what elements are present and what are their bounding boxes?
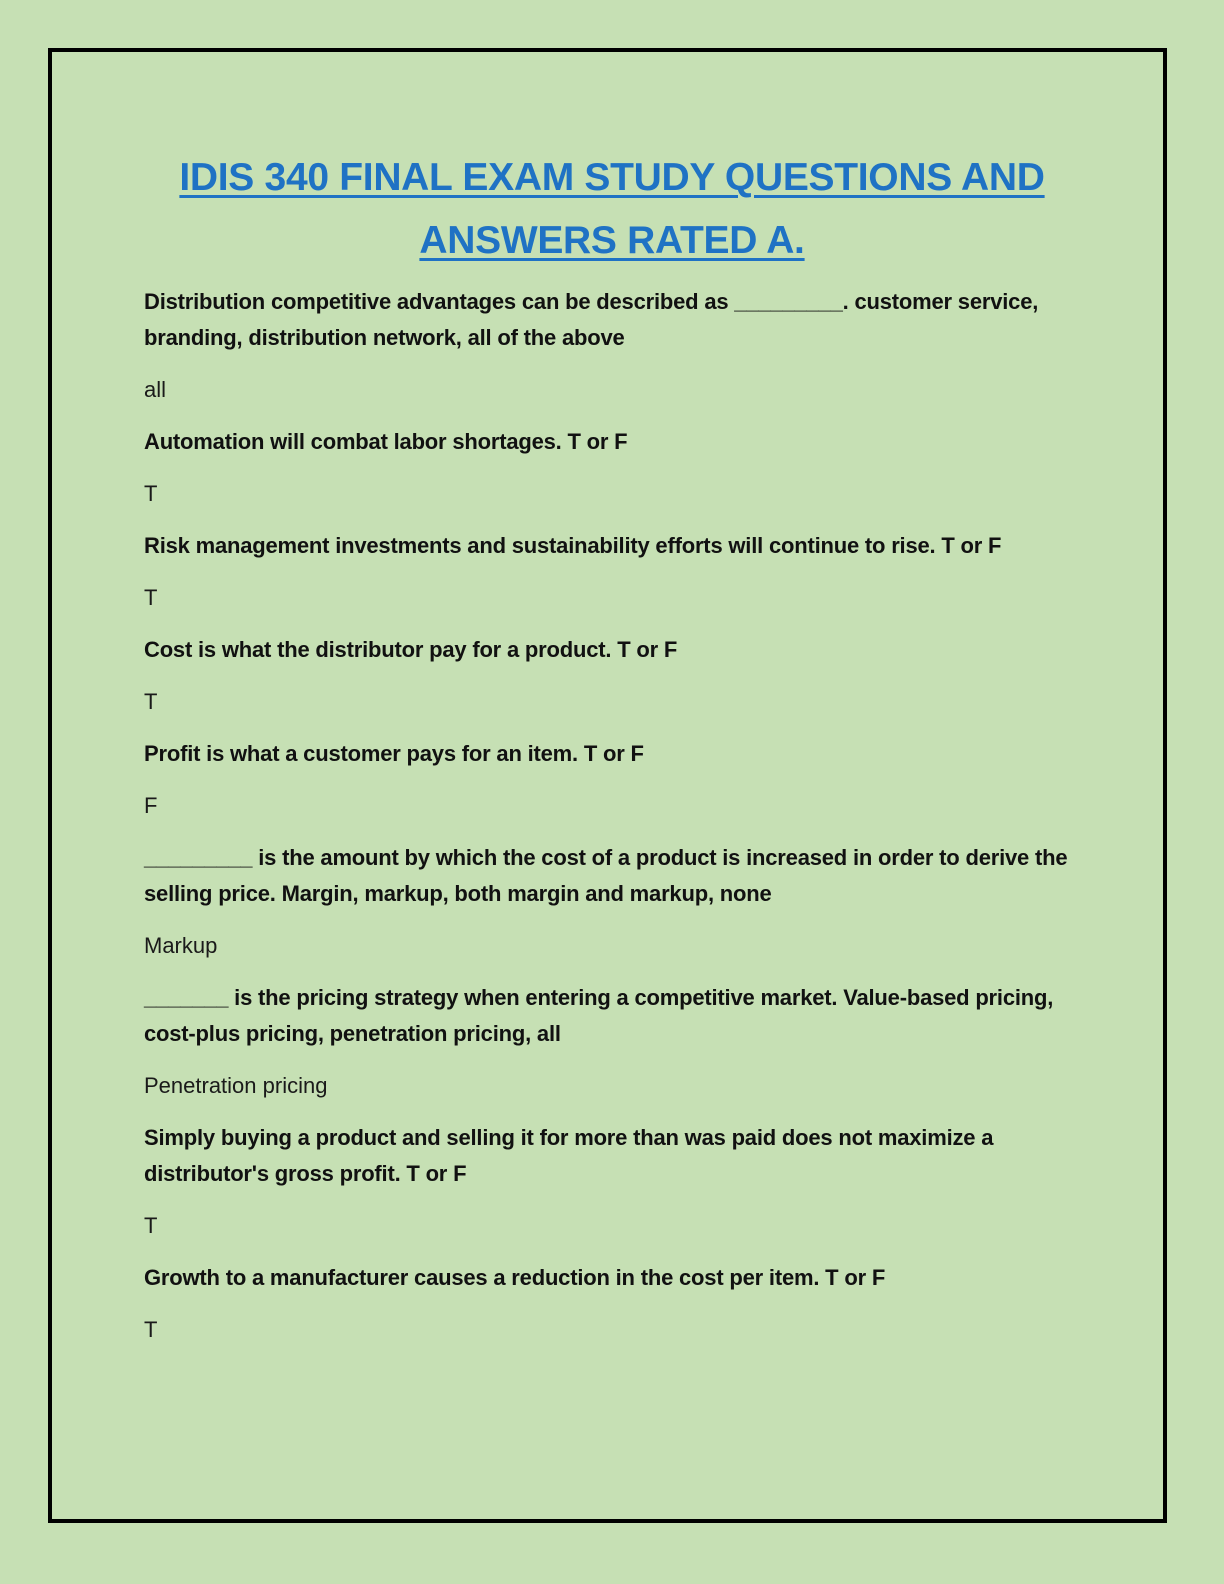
question-text: Cost is what the distributor pay for a product. T or F xyxy=(144,637,678,662)
answer-text: T xyxy=(144,1317,158,1342)
document-title: IDIS 340 FINAL EXAM STUDY QUESTIONS AND ANSWERS RATED A. xyxy=(179,156,1045,262)
question-text: Risk management investments and sustainability efforts will continue to rise. T or F xyxy=(144,533,1002,558)
answer-text: T xyxy=(144,481,158,506)
answer-text: T xyxy=(144,1213,158,1238)
question-text: _______ is the pricing strategy when entering a competitive market. Value-based pricing, cost-plus pricing, penetration pricing, all xyxy=(144,985,1054,1046)
answer-text: Markup xyxy=(144,933,218,958)
question-text: Automation will combat labor shortages. T or F xyxy=(144,429,628,454)
answer-text: all xyxy=(144,377,167,402)
question-text: Simply buying a product and selling it for more than was paid does not maximize a distributor's gross profit. T or F xyxy=(144,1125,994,1186)
question-text: _________ is the amount by which the cost of a product is increased in order to derive the selling price. Margin, markup, both margin and markup, none xyxy=(144,845,1068,906)
question-text: Distribution competitive advantages can be described as _________. customer service, branding, distribution network, all of the above xyxy=(144,289,1039,350)
answer-text: F xyxy=(144,793,158,818)
answer-text: T xyxy=(144,689,158,714)
answer-text: Penetration pricing xyxy=(144,1073,328,1098)
qa-list xyxy=(144,284,1084,1364)
answer-text: T xyxy=(144,585,158,610)
question-text: Profit is what a customer pays for an item. T or F xyxy=(144,741,644,766)
question-text: Growth to a manufacturer causes a reduction in the cost per item. T or F xyxy=(144,1265,886,1290)
